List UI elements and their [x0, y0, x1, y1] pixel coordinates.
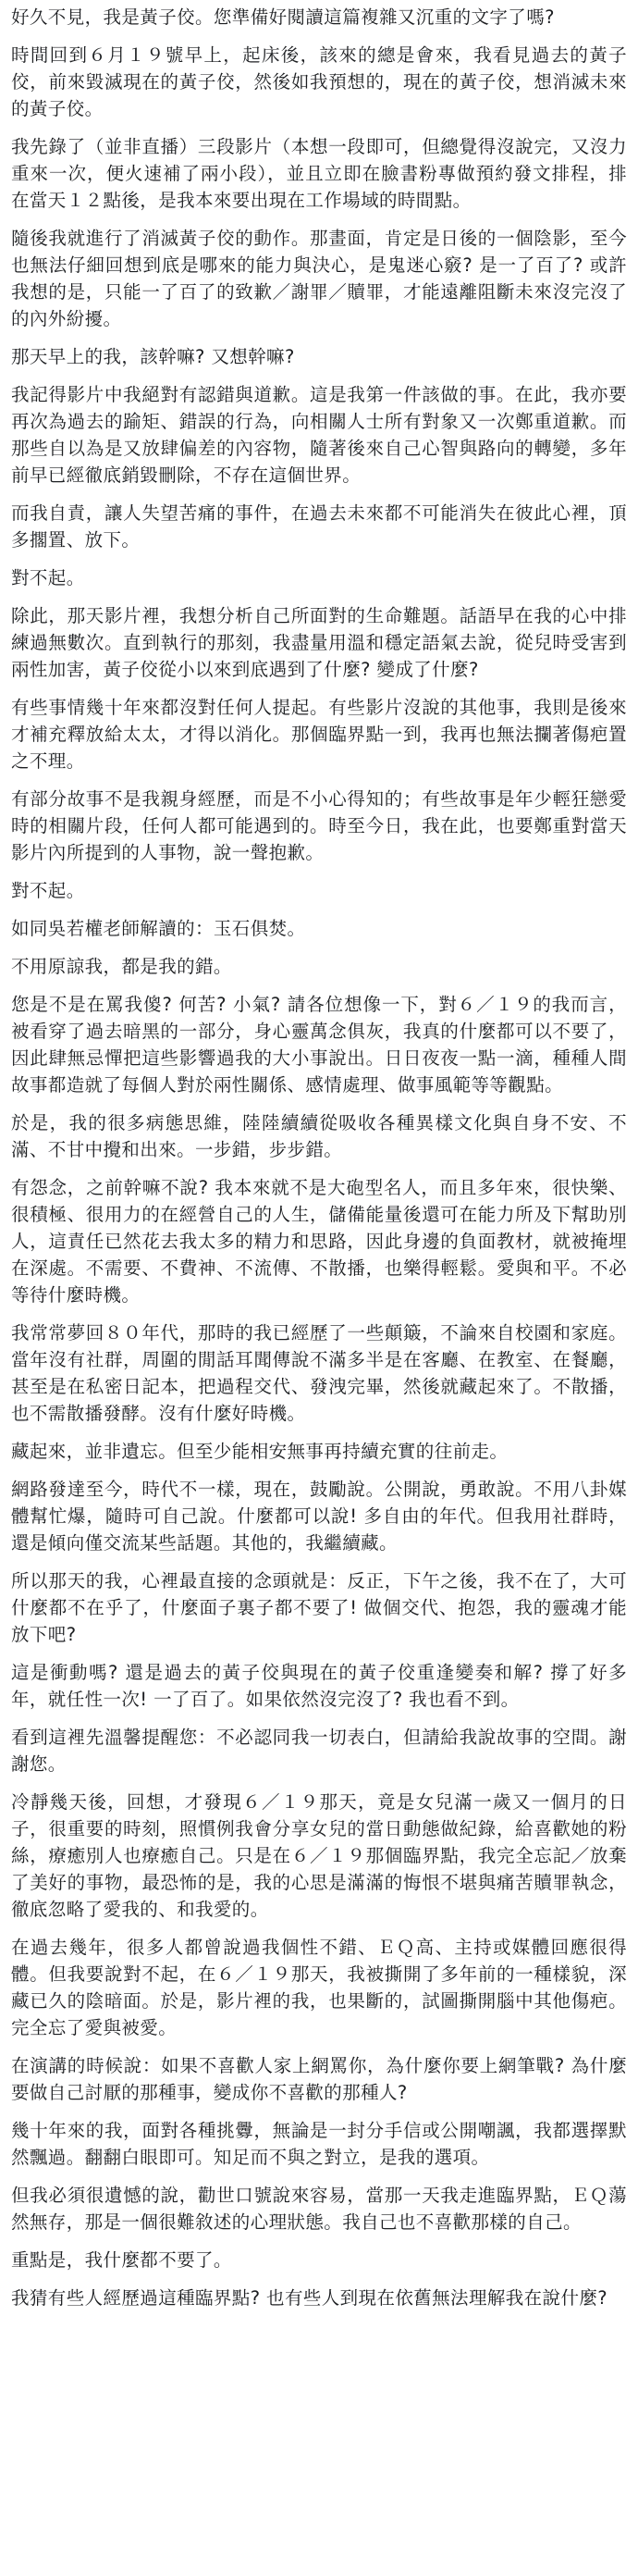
post-paragraph: 有些事情幾十年來都沒對任何人提起。有些影片沒說的其他事，我則是後來才補充釋放給太太，才得以消化。那個臨界點一到，我再也無法攔著傷疤置之不理。: [11, 697, 627, 772]
post-paragraph: 幾十年來的我，面對各種挑釁，無論是一封分手信或公開嘲諷，我都選擇默然飄過。翻翻白眼即可。知足而不與之對立，是我的選項。: [11, 2120, 627, 2168]
post-paragraph: 您是不是在罵我傻? 何苦? 小氣? 請各位想像一下，對６／１９的我而言，被看穿了過去暗黑的一部分，身心靈萬念俱灰，我真的什麼都可以不要了，因此肆無忌憚把這些影響過我的大小事說出。日日夜夜一點一滴，種種人間故事都造就了每個人對於兩性關係、感情處理、做事風範等等觀點。: [11, 994, 627, 1096]
post-paragraph: 時間回到６月１９號早上，起床後，該來的總是會來，我看見過去的黃子佼，前來毀滅現在的黃子佼，然後如我預想的，現在的黃子佼，想消滅未來的黃子佼。: [11, 44, 627, 119]
post-paragraph: 好久不見，我是黃子佼。您準備好閱讀這篇複雜又沉重的文字了嗎?: [11, 6, 555, 28]
post-paragraph: 有怨念，之前幹嘛不說? 我本來就不是大砲型名人，而且多年來，很快樂、很積極、很用力的在經營自己的人生，儲備能量後還可在能力所及下幫助別人，這責任已然花去我太多的精力和思路，因此身邊的負面教材，就被掩埋在深處。不需要、不費神、不流傳、不散播，也樂得輕鬆。愛與和平。不必等待什麼時機。: [11, 1177, 627, 1306]
post-paragraph: 我記得影片中我絕對有認錯與道歉。這是我第一件該做的事。在此，我亦要再次為過去的踰矩、錯誤的行為，向相關人士所有對象又一次鄭重道歉。而那些自以為是又放肆偏差的內容物，隨著後來自己心智與路向的轉變，多年前早已經徹底銷毀刪除，不存在這個世界。: [11, 384, 627, 486]
post-paragraph: 除此，那天影片裡，我想分析自己所面對的生命難題。話語早在我的心中排練過無數次。直到執行的那刻，我盡量用溫和穩定語氣去說，從兒時受害到兩性加害，黃子佼從小以來到底遇到了什麼? 變成了什麼?: [11, 605, 627, 680]
post-paragraph: 對不起。: [11, 880, 85, 901]
post-paragraph: 網路發達至今，時代不一樣，現在，鼓勵說。公開說，勇敢說。不用八卦媒體幫忙爆，隨時可自己說。什麼都可以說! 多自由的年代。但我用社群時，還是傾向僅交流某些話題。其他的，我繼續藏。: [11, 1479, 627, 1554]
post-paragraph: 看到這裡先溫馨提醒您：不必認同我一切表白，但請給我說故事的空間。謝謝您。: [11, 1727, 627, 1775]
post-paragraph: 我先錄了（並非直播）三段影片（本想一段即可，但總覺得沒說完，又沒力重來一次，便火速補了兩小段），並且立即在臉書粉專做預約發文排程，排在當天１２點後，是我本來要出現在工作場域的時間點。: [11, 136, 627, 211]
post-paragraph: 於是，我的很多病態思維，陸陸續續從吸收各種異樣文化與自身不安、不滿、不甘中攪和出來。一步錯，步步錯。: [11, 1112, 627, 1160]
post-paragraph: 在過去幾年，很多人都曾說過我個性不錯、ＥＱ高、主持或媒體回應很得體。但我要說對不起，在６／１９那天，我被撕開了多年前的一種樣貌，深藏已久的陰暗面。於是，影片裡的我，也果斷的，試圖撕開腦中其他傷疤。完全忘了愛與被愛。: [11, 1937, 627, 2038]
post-paragraph: 隨後我就進行了消滅黃子佼的動作。那畫面，肯定是日後的一個陰影，至今也無法仔細回想到底是哪來的能力與決心，是鬼迷心竅? 是一了百了? 或許我想的是，只能一了百了的致歉／謝罪／贖罪，才能遠離阻斷未來沒完沒了的內外紛擾。: [11, 228, 627, 329]
post-paragraph: 而我自責，讓人失望苦痛的事件，在過去未來都不可能消失在彼此心裡，頂多擱置、放下。: [11, 502, 627, 551]
post-paragraph: 有部分故事不是我親身經歷，而是不小心得知的；有些故事是年少輕狂戀愛時的相關片段，任何人都可能遇到的。時至今日，我在此，也要鄭重對當天影片內所提到的人事物，說一聲抱歉。: [11, 788, 627, 863]
post-paragraph: 所以那天的我，心裡最直接的念頭就是：反正，下午之後，我不在了，大可什麼都不在乎了，什麼面子裏子都不要了! 做個交代、抱怨，我的靈魂才能放下吧?: [11, 1570, 627, 1645]
post-paragraph: 藏起來，並非遺忘。但至少能相安無事再持續充實的往前走。: [11, 1441, 509, 1462]
post-paragraph: 對不起。: [11, 567, 85, 588]
post-paragraph: 那天早上的我，該幹嘛? 又想幹嘛?: [11, 346, 295, 367]
post-paragraph: 我猜有些人經歷過這種臨界點? 也有些人到現在依舊無法理解我在說什麼?: [11, 2287, 607, 2309]
post-paragraph: 重點是，我什麼都不要了。: [11, 2249, 232, 2271]
post-paragraph: 不用原諒我，都是我的錯。: [11, 956, 232, 977]
post-paragraph: 但我必須很遺憾的說，勸世口號說來容易，當那一天我走進臨界點，ＥＱ蕩然無存，那是一個很難敘述的心理狀態。我自己也不喜歡那樣的自己。: [11, 2185, 627, 2233]
post-paragraph: 我常常夢回８０年代，那時的我已經歷了一些顛簸，不論來自校園和家庭。當年沒有社群，周圍的閒話耳聞傳說不滿多半是在客廳、在教室、在餐廳，甚至是在私密日記本，把過程交代、發洩完畢，然後就藏起來了。不散播，也不需散播發酵。沒有什麼好時機。: [11, 1322, 627, 1424]
post-paragraph: 這是衝動嗎? 還是過去的黃子佼與現在的黃子佼重逢變奏和解? 撐了好多年，就任性一次! 一了百了。如果依然沒完沒了? 我也看不到。: [11, 1662, 627, 1710]
post-paragraph: 在演講的時候說：如果不喜歡人家上網罵你，為什麼你要上網筆戰? 為什麼要做自己討厭的那種事，變成你不喜歡的那種人?: [11, 2055, 627, 2103]
post-paragraph: 如同吳若權老師解讀的：玉石俱焚。: [11, 918, 306, 939]
post-paragraph: 冷靜幾天後，回想，才發現６／１９那天，竟是女兒滿一歲又一個月的日子，很重要的時刻，照慣例我會分享女兒的當日動態做紀錄，給喜歡她的粉絲，療癒別人也療癒自己。只是在６／１９那個臨界點，我完全忘記／放棄了美好的事物，最恐怖的是，我的心思是滿滿的悔恨不堪與痛苦贖罪執念，徹底忽略了愛我的、和我愛的。: [11, 1791, 627, 1920]
